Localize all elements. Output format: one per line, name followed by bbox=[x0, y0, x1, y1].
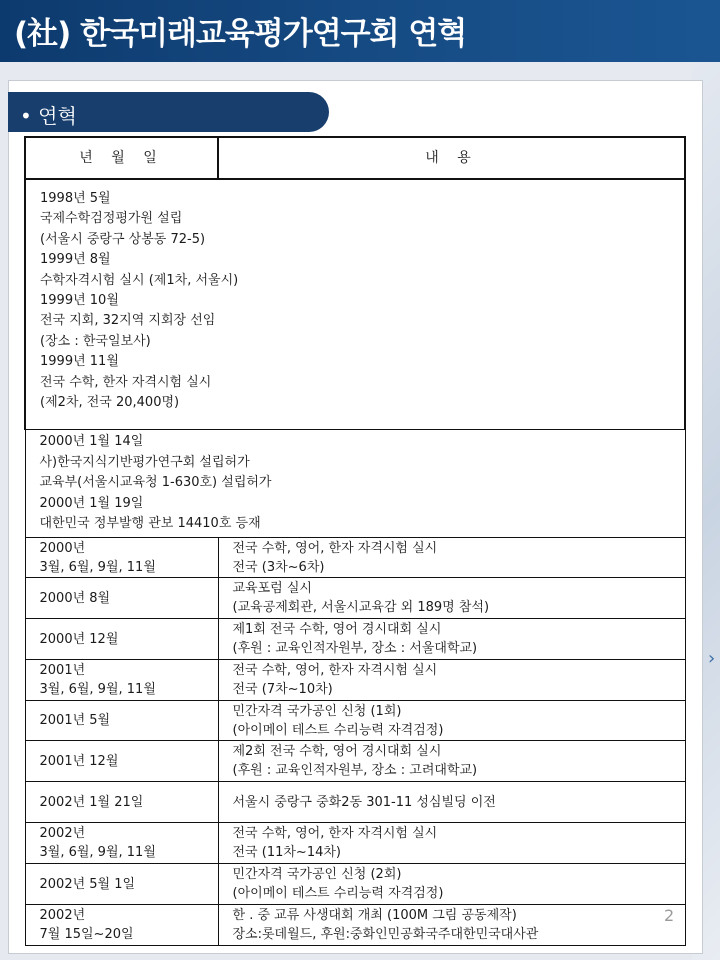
text-line: 대한민국 정부발행 관보 14410호 등재 bbox=[39, 516, 261, 532]
page-number: 2 bbox=[664, 906, 675, 925]
text-line: 전국 (3차~6차) bbox=[232, 559, 325, 575]
text-line: (후원 : 교육인적자원부, 장소 : 서울대학교) bbox=[232, 641, 478, 656]
text-line: (아이메이 테스트 수리능력 자격검정) bbox=[232, 886, 444, 901]
table-row bbox=[25, 179, 685, 430]
text-line: 7월 15일~20일 bbox=[39, 927, 134, 942]
text-line: 2002년 bbox=[39, 826, 86, 841]
row-date bbox=[25, 660, 218, 701]
text-line: 전국 지회, 32지역 지회장 선임 bbox=[40, 313, 216, 329]
text-line: 수학자격시험 실시 (제1차, 서울시) bbox=[40, 272, 239, 288]
text-line: (제2차, 전국 20,400명) bbox=[40, 395, 180, 411]
row-content bbox=[218, 619, 685, 660]
row-content bbox=[218, 823, 685, 864]
text-line: 민간자격 국가공인 신청 (2회) bbox=[232, 867, 402, 882]
text-line: 제1회 전국 수학, 영어 경시대회 실시 bbox=[232, 622, 442, 637]
text-line: 서울시 중랑구 중화2동 301-11 성심빌딩 이전 bbox=[232, 794, 496, 810]
row-date bbox=[25, 905, 218, 946]
text-line: 한 . 중 교류 사생대회 개최 (100M 그림 공동제작) bbox=[232, 908, 517, 923]
history-table bbox=[24, 136, 686, 946]
text-line: 3월, 6월, 9월, 11월 bbox=[39, 682, 156, 697]
table-row bbox=[25, 619, 685, 660]
section-label: • 연혁 bbox=[20, 104, 77, 128]
row-date bbox=[25, 538, 218, 578]
text-line: 1998년 5월 bbox=[40, 191, 111, 206]
row-date bbox=[25, 864, 218, 905]
table-row bbox=[25, 538, 685, 578]
text-line: 2001년 bbox=[39, 663, 86, 678]
chevron-right-icon: › bbox=[708, 648, 716, 669]
row-content bbox=[218, 578, 685, 619]
text-line: 2002년 bbox=[39, 908, 86, 923]
text-line: 3월, 6월, 9월, 11월 bbox=[39, 559, 156, 575]
table-header-row bbox=[25, 137, 685, 179]
row-date bbox=[25, 782, 218, 823]
row-content bbox=[218, 701, 685, 741]
row-content bbox=[218, 782, 685, 823]
text-line: 2000년 12월 bbox=[39, 631, 119, 647]
text-line: 전국 수학, 영어, 한자 자격시험 실시 bbox=[232, 826, 438, 841]
row-content bbox=[218, 660, 685, 701]
table-row bbox=[25, 782, 685, 823]
table-row bbox=[25, 701, 685, 741]
text-line: 1999년 8월 bbox=[40, 252, 111, 268]
row-content bbox=[218, 538, 685, 578]
text-line: 1999년 11월 bbox=[40, 354, 119, 370]
table-row bbox=[25, 905, 685, 946]
table-row bbox=[25, 823, 685, 864]
row-date bbox=[25, 823, 218, 864]
text-line: 2000년 bbox=[39, 540, 86, 556]
text-line: 장소:롯데월드, 후원:중화인민공화국주대한민국대사관 bbox=[232, 927, 539, 942]
header-content: 내 용 bbox=[218, 137, 685, 179]
text-line: 사)한국지식기반평가연구회 설립허가 bbox=[39, 454, 250, 470]
text-line: 전국 (11차~14차) bbox=[232, 845, 341, 860]
text-line: 국제수학검정평가원 설립 bbox=[40, 211, 183, 227]
text-line: (후원 : 교육인적자원부, 장소 : 고려대학교) bbox=[232, 763, 478, 778]
row-date bbox=[25, 701, 218, 741]
history-block-2000 bbox=[25, 430, 685, 538]
text-line: 1999년 10월 bbox=[40, 293, 119, 309]
text-line: 2000년 1월 19일 bbox=[39, 495, 144, 511]
text-line: 2001년 5월 bbox=[39, 713, 111, 728]
table-row bbox=[25, 430, 685, 538]
table-row bbox=[25, 578, 685, 619]
text-line: (장소 : 한국일보사) bbox=[40, 333, 151, 349]
text-line: 제2회 전국 수학, 영어 경시대회 실시 bbox=[232, 744, 442, 759]
text-line: 민간자격 국가공인 신청 (1회) bbox=[232, 703, 402, 719]
text-line: 전국 수학, 한자 자격시험 실시 bbox=[40, 374, 212, 390]
text-line: 전국 수학, 영어, 한자 자격시험 실시 bbox=[232, 540, 438, 556]
row-date bbox=[25, 578, 218, 619]
header-date: 년 월 일 bbox=[25, 137, 218, 179]
text-line: 2002년 1월 21일 bbox=[39, 794, 144, 810]
history-block-1998-1999 bbox=[25, 179, 685, 430]
page-title: (社) 한국미래교육평가연구회 연혁 bbox=[14, 16, 467, 52]
text-line: 전국 수학, 영어, 한자 자격시험 실시 bbox=[232, 663, 438, 678]
table-row bbox=[25, 864, 685, 905]
row-date bbox=[25, 619, 218, 660]
text-line: 전국 (7차~10차) bbox=[232, 682, 333, 697]
table-row bbox=[25, 741, 685, 782]
row-content bbox=[218, 741, 685, 782]
text-line: (교육공제회관, 서울시교육감 외 189명 참석) bbox=[232, 600, 490, 615]
text-line: 2002년 5월 1일 bbox=[39, 876, 136, 892]
row-content bbox=[218, 864, 685, 905]
text-line: 2000년 8월 bbox=[39, 590, 111, 606]
table-row bbox=[25, 660, 685, 701]
text-line: 2001년 12월 bbox=[39, 753, 119, 769]
text-line: 2000년 1월 14일 bbox=[39, 434, 144, 449]
row-date bbox=[25, 741, 218, 782]
text-line: (서울시 중랑구 상봉동 72-5) bbox=[40, 231, 206, 247]
row-content bbox=[218, 905, 685, 946]
text-line: 교육포럼 실시 bbox=[232, 581, 312, 596]
text-line: 3월, 6월, 9월, 11월 bbox=[39, 845, 156, 860]
text-line: 교육부(서울시교육청 1-630호) 설립허가 bbox=[39, 475, 272, 491]
text-line: (아이메이 테스트 수리능력 자격검정) bbox=[232, 722, 444, 738]
